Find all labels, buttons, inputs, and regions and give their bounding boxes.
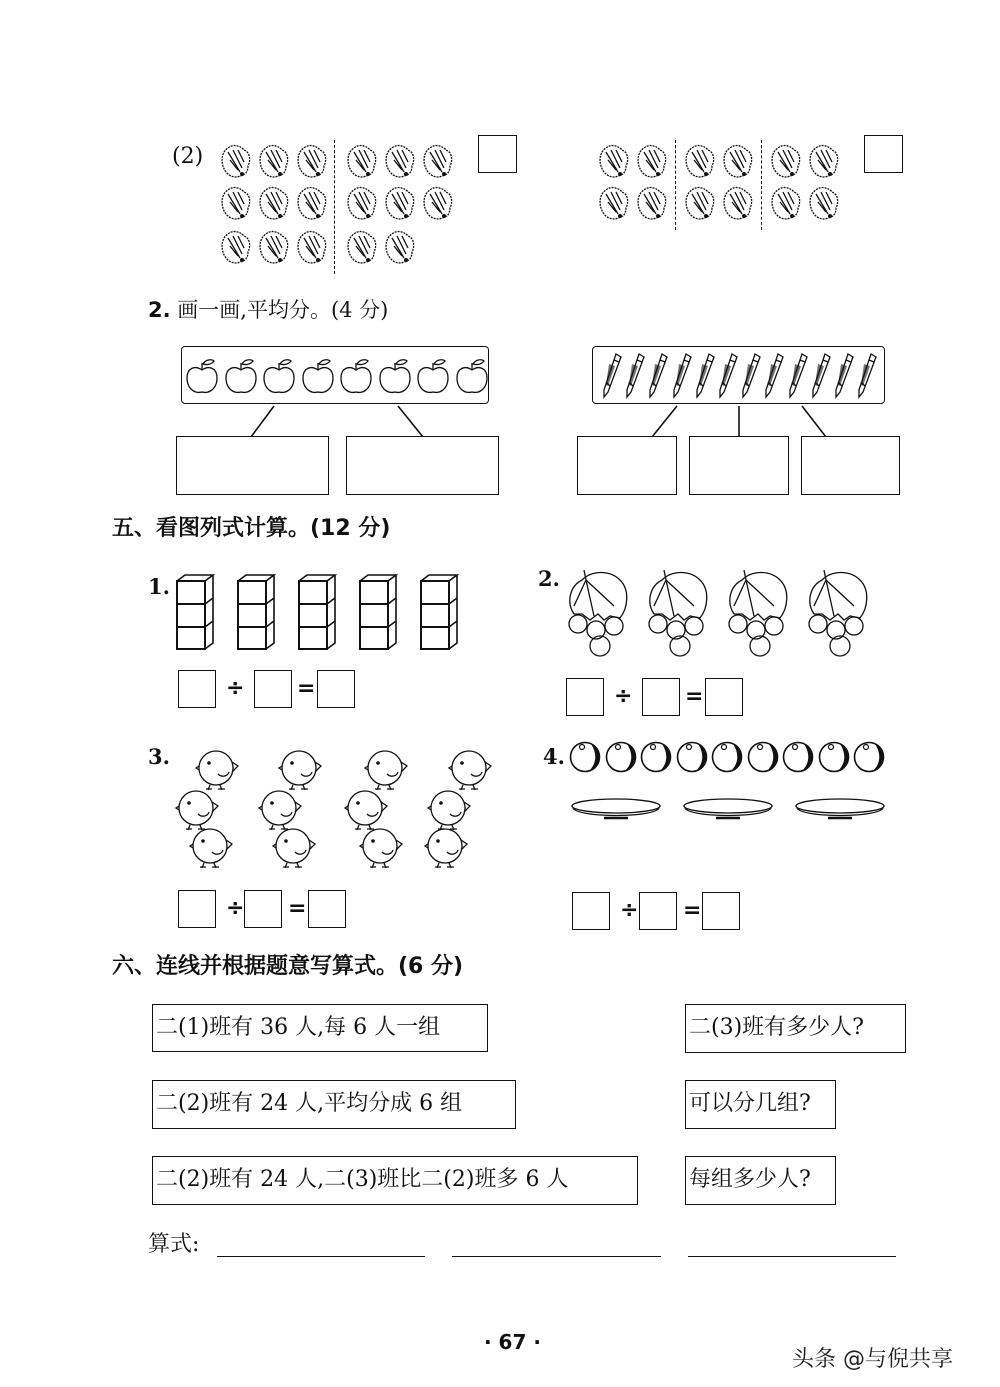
question-box-2[interactable]	[685, 1080, 836, 1129]
pencil-icon	[809, 352, 831, 400]
answer-box-dividend[interactable]	[178, 670, 216, 708]
orange-icon	[747, 741, 781, 773]
orange-icon	[853, 741, 887, 773]
question-text: 可以分几组?	[689, 1091, 811, 1116]
cube-stack-icon	[175, 573, 215, 651]
question-text: 二(3)班有多少人?	[689, 1015, 864, 1040]
drawing-box[interactable]	[801, 436, 900, 495]
chick-icon	[196, 748, 242, 792]
answer-box-quotient[interactable]	[308, 890, 346, 928]
pencil-icon	[762, 352, 784, 400]
cube-stack-icon	[236, 573, 276, 651]
condition-box-3[interactable]	[152, 1156, 638, 1205]
question-box-1[interactable]	[685, 1004, 906, 1053]
chick-icon	[190, 826, 236, 870]
divide-sign: ÷	[226, 896, 245, 921]
watermark: 头条 @与倪共享	[792, 1347, 953, 1372]
drawing-box[interactable]	[689, 436, 789, 495]
problem-number: 1.	[148, 574, 170, 599]
pencil-icon	[646, 352, 668, 400]
pencil-icon	[739, 352, 761, 400]
problem-number: 4.	[543, 744, 565, 769]
pencil-icon	[693, 352, 715, 400]
grape-icon	[804, 566, 872, 658]
orange-icon	[711, 741, 745, 773]
cube-stack-icon	[358, 573, 398, 651]
sub-question-label: (2)	[172, 144, 204, 169]
question-text: 画一画,平均分。(4 分)	[177, 298, 389, 322]
equals-sign: =	[297, 676, 316, 701]
condition-box-1[interactable]	[152, 1004, 488, 1052]
question-number: 2.	[148, 298, 171, 322]
answer-box-divisor[interactable]	[642, 678, 680, 716]
divide-sign: ÷	[620, 898, 639, 923]
section-title: 五、看图列式计算。(12 分)	[112, 516, 391, 541]
divide-sign: ÷	[614, 684, 633, 709]
question-text: 每组多少人?	[689, 1167, 811, 1192]
answer-line-2[interactable]	[452, 1256, 661, 1257]
equals-sign: =	[288, 896, 307, 921]
cube-stack-icon	[419, 573, 459, 651]
grape-icon	[644, 566, 712, 658]
pencil-icon	[832, 352, 854, 400]
problem-number: 3.	[148, 744, 170, 769]
drawing-box[interactable]	[176, 436, 329, 495]
pencil-icon	[855, 352, 877, 400]
chick-icon	[360, 826, 406, 870]
condition-text: 二(2)班有 24 人,二(3)班比二(2)班多 6 人	[156, 1167, 569, 1192]
plate-icon	[570, 796, 662, 822]
chick-icon	[449, 748, 495, 792]
pencil-icon	[786, 352, 808, 400]
pencil-icon	[623, 352, 645, 400]
answer-box-divisor[interactable]	[639, 892, 677, 930]
answer-box-divisor[interactable]	[244, 890, 282, 928]
chick-icon	[365, 748, 411, 792]
condition-box-2[interactable]	[152, 1080, 516, 1129]
condition-text: 二(1)班有 36 人,每 6 人一组	[156, 1015, 441, 1040]
drawing-box[interactable]	[577, 436, 677, 495]
condition-text: 二(2)班有 24 人,平均分成 6 组	[156, 1091, 463, 1116]
answer-box-quotient[interactable]	[702, 892, 740, 930]
cube-stack-icon	[297, 573, 337, 651]
equals-sign: =	[683, 898, 702, 923]
answer-box-dividend[interactable]	[178, 890, 216, 928]
answer-line-1[interactable]	[217, 1256, 425, 1257]
pencil-icon	[600, 352, 622, 400]
chick-icon	[425, 826, 471, 870]
answer-box-dividend[interactable]	[572, 892, 610, 930]
grape-icon	[564, 566, 632, 658]
problem-number: 2.	[538, 566, 560, 591]
plate-icon	[794, 796, 886, 822]
plate-icon	[682, 796, 774, 822]
question-box-3[interactable]	[685, 1156, 836, 1205]
answer-box-quotient[interactable]	[705, 678, 743, 716]
formula-label: 算式:	[148, 1232, 200, 1257]
pencil-icon	[716, 352, 738, 400]
section-title: 六、连线并根据题意写算式。(6 分)	[112, 954, 464, 979]
chick-icon	[273, 826, 319, 870]
equals-sign: =	[685, 684, 704, 709]
orange-icon	[782, 741, 816, 773]
drawing-box[interactable]	[346, 436, 499, 495]
orange-icon	[605, 741, 639, 773]
orange-icon	[569, 741, 603, 773]
chick-icon	[279, 748, 325, 792]
grape-icon	[724, 566, 792, 658]
orange-icon	[640, 741, 674, 773]
orange-icon	[676, 741, 710, 773]
divide-sign: ÷	[226, 676, 245, 701]
orange-icon	[818, 741, 852, 773]
answer-box-quotient[interactable]	[317, 670, 355, 708]
answer-line-3[interactable]	[688, 1256, 896, 1257]
pencil-icon	[670, 352, 692, 400]
page-number: · 67 ·	[484, 1330, 541, 1354]
answer-box-divisor[interactable]	[254, 670, 292, 708]
answer-box-dividend[interactable]	[566, 678, 604, 716]
